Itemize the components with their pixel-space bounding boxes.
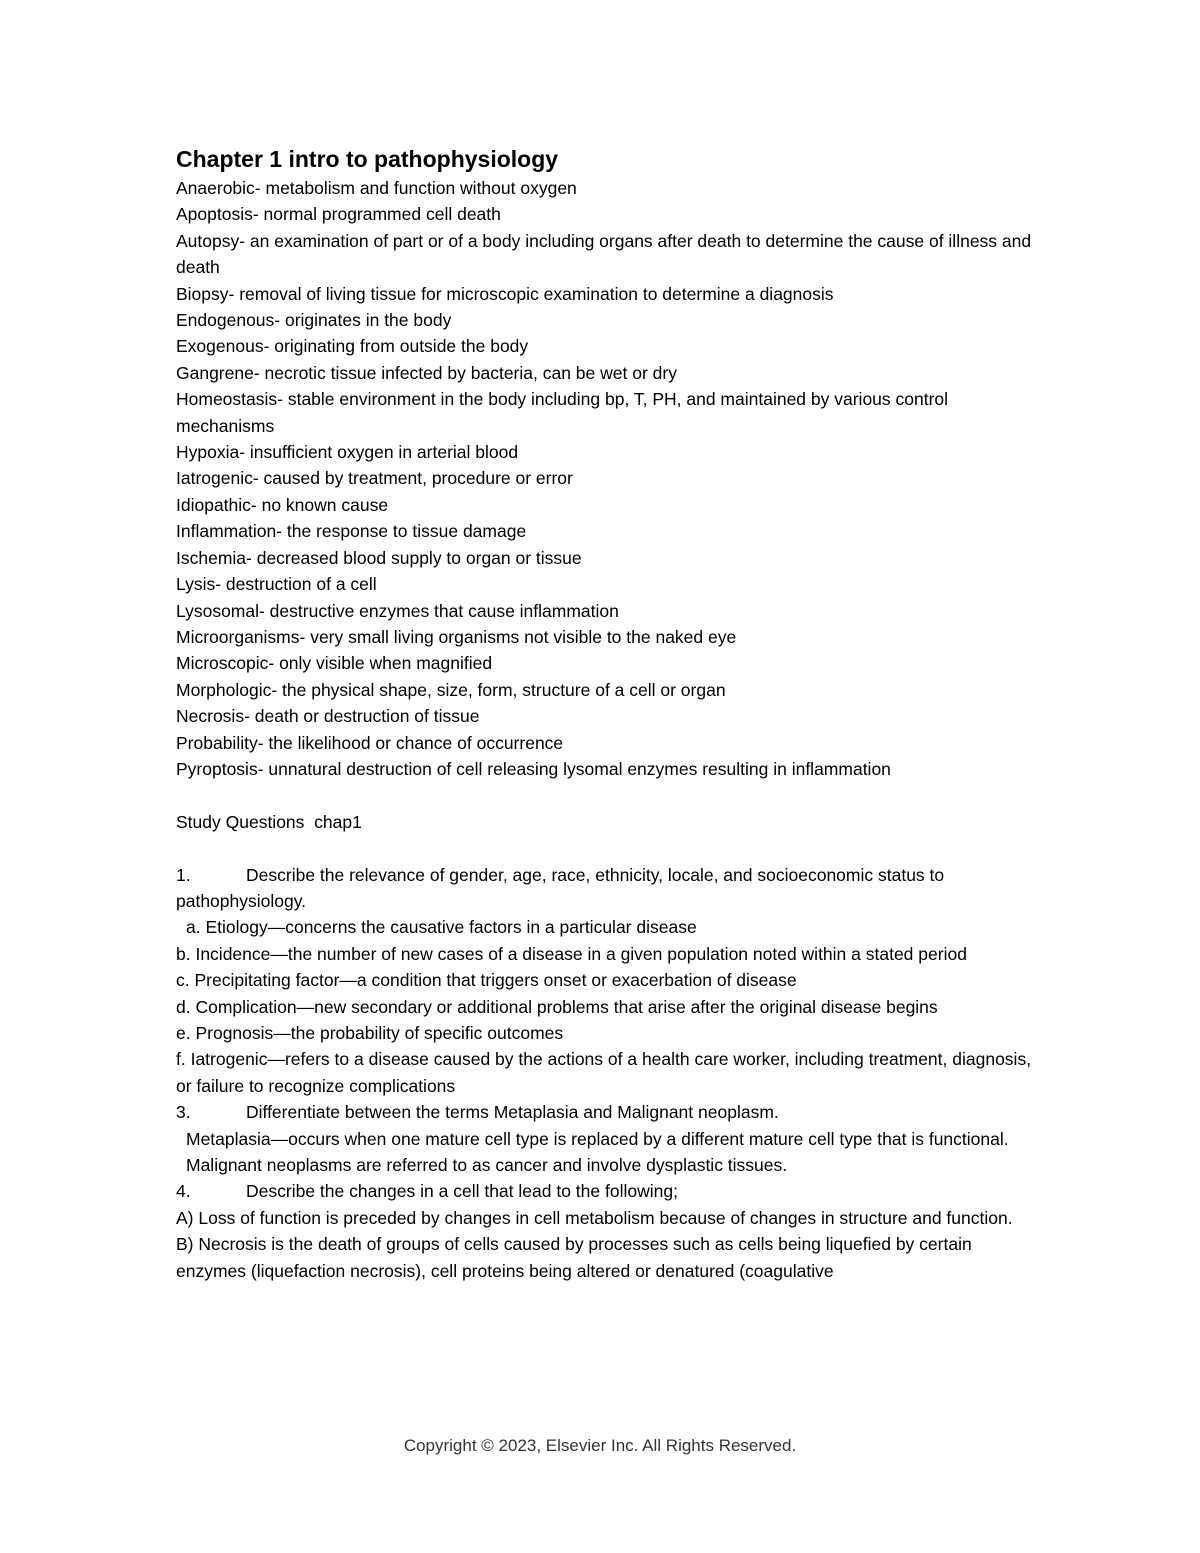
glossary-term: Biopsy- removal of living tissue for microscopic examination to determine a diagnosis xyxy=(176,283,834,304)
glossary-term: Anaerobic- metabolism and function without oxygen xyxy=(176,178,577,198)
glossary-term: Lysis- destruction of a cell xyxy=(176,574,377,595)
glossary-term: Probability- the likelihood or chance of occurrence xyxy=(176,732,564,753)
blank-line xyxy=(176,835,1036,861)
document-title: Chapter 1 intro to pathophysiology xyxy=(176,146,559,172)
document-body xyxy=(176,143,1036,1284)
answer-line: e. Prognosis—the probability of specific outcomes xyxy=(176,1022,564,1043)
glossary-term: Gangrene- necrotic tissue infected by bacteria, can be wet or dry xyxy=(176,362,677,383)
glossary-term: Necrosis- death or destruction of tissue xyxy=(176,706,480,727)
answer-line: c. Precipitating factor—a condition that triggers onset or exacerbation of disease xyxy=(176,970,797,991)
copyright-footer: Copyright © 2023, Elsevier Inc. All Rights Reserved. xyxy=(403,1436,797,1455)
answer-line: a. Etiology—concerns the causative factors in a particular disease xyxy=(186,917,697,938)
glossary-term: Hypoxia- insufficient oxygen in arterial blood xyxy=(176,442,519,463)
question-text: Differentiate between the terms Metaplasia and Malignant neoplasm. xyxy=(246,1102,779,1123)
question-1 xyxy=(176,862,1036,1100)
answer-line: A) Loss of function is preceded by changes in cell metabolism because of changes in structure and function. xyxy=(176,1207,1013,1228)
glossary-term: Autopsy- an examination of part or of a body including organs after death to determine the cause of illness and death xyxy=(176,230,1032,278)
glossary-term: Pyroptosis- unnatural destruction of cell releasing lysomal enzymes resulting in inflammation xyxy=(176,758,891,779)
answer-line: b. Incidence—the number of new cases of a disease in a given population noted within a stated period xyxy=(176,943,967,964)
answer-line: f. Iatrogenic—refers to a disease caused by the actions of a health care worker, including treatment, diagnosis, or failure to recognize complications xyxy=(176,1049,1032,1096)
glossary-term: Apoptosis- normal programmed cell death xyxy=(176,204,501,225)
glossary-term: Endogenous- originates in the body xyxy=(176,310,452,331)
glossary-term: Exogenous- originating from outside the body xyxy=(176,336,529,357)
answer-line: Metaplasia—occurs when one mature cell type is replaced by a different mature cell type that is functional. Malignant neoplasms are referred to as cancer and involve dysplastic tissues. xyxy=(186,1128,1009,1175)
glossary-term: Idiopathic- no known cause xyxy=(176,494,389,515)
glossary-list xyxy=(176,175,1036,782)
answer-line: d. Complication—new secondary or additional problems that arise after the original disease begins xyxy=(176,996,938,1017)
blank-line xyxy=(176,782,1036,808)
glossary-term: Homeostasis- stable environment in the body including bp, T, PH, and maintained by various control mechanisms xyxy=(176,389,949,436)
question-4 xyxy=(176,1178,1036,1284)
question-number: 4. xyxy=(176,1181,191,1202)
question-text: Describe the changes in a cell that lead to the following; xyxy=(246,1181,678,1202)
answer-line: B) Necrosis is the death of groups of cells caused by processes such as cells being liquefied by certain enzymes (liquefaction necrosis), cell proteins being altered or denatured (coagulative xyxy=(176,1234,972,1281)
question-text: Describe the relevance of gender, age, race, ethnicity, locale, and socioeconomic status to pathophysiology. xyxy=(176,864,945,911)
study-questions-heading: Study Questions chap1 xyxy=(176,811,362,832)
glossary-term: Microorganisms- very small living organisms not visible to the naked eye xyxy=(176,626,737,647)
glossary-term: Ischemia- decreased blood supply to organ or tissue xyxy=(176,547,582,568)
glossary-term: Lysosomal- destructive enzymes that cause inflammation xyxy=(176,600,619,621)
glossary-term: Morphologic- the physical shape, size, form, structure of a cell or organ xyxy=(176,679,726,700)
question-number: 1. xyxy=(176,864,191,885)
question-3 xyxy=(176,1099,1036,1178)
glossary-term: Inflammation- the response to tissue damage xyxy=(176,521,527,542)
glossary-term: Iatrogenic- caused by treatment, procedure or error xyxy=(176,468,573,489)
question-number: 3. xyxy=(176,1102,191,1123)
glossary-term: Microscopic- only visible when magnified xyxy=(176,653,493,674)
